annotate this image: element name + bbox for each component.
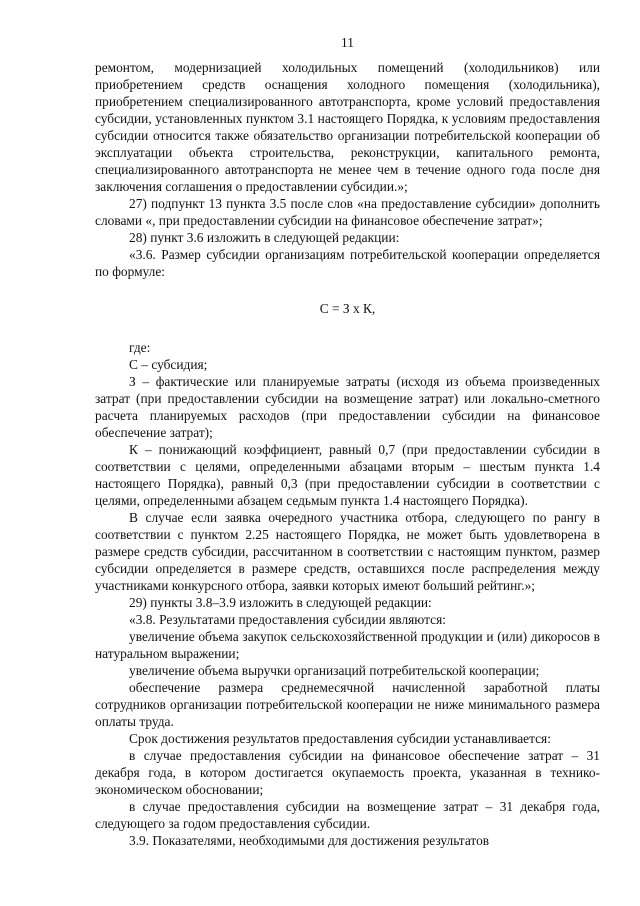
paragraph: Срок достижения результатов предоставления субсидии устанавливается: xyxy=(129,731,551,746)
paragraph: обеспечение размера среднемесячной начисленной заработной платы сотрудников организации потребительской кооперации не ниже минимального размера оплаты труда. xyxy=(95,680,600,729)
page-number: 11 xyxy=(341,35,354,50)
paragraph: в случае предоставления субсидии на финансовое обеспечение затрат – 31 декабря года, в котором достигается окупаемость проекта, указанная в технико-экономическом обосновании; xyxy=(95,748,600,797)
paragraph: в случае предоставления субсидии на возмещение затрат – 31 декабря года, следующего за годом предоставления субсидии. xyxy=(95,799,600,831)
formula: С = З х К, xyxy=(319,301,376,316)
paragraph: «3.6. Размер субсидии организациям потребительской кооперации определяется по формуле: xyxy=(95,247,600,279)
paragraph: ремонтом, модернизацией холодильных помещений (холодильников) или приобретением средств оснащения холодного помещения (холодильника), приобретением специализированного автотранспорта, кроме условий предоставления субсидии, установленных пунктом 3.1 настоящего Порядка, к условиям предоставления субсидии относится также обязательство организации потребительской кооперации об эксплуатации объекта строительства, реконструкции, капитального ремонта, специализированного автотранспорта не менее чем в течение одного года после дня заключения соглашения о предоставлении субсидии.»; xyxy=(95,60,600,194)
paragraph: 28) пункт 3.6 изложить в следующей редакции: xyxy=(129,230,400,245)
paragraph: З – фактические или планируемые затраты (исходя из объема произведенных затрат (при предоставлении субсидии на возмещение затрат) или локально-сметного расчета планируемых расходов (при предоставлении субсидии на финансовое обеспечение затрат); xyxy=(95,374,600,440)
paragraph: где: xyxy=(129,340,151,355)
paragraph: В случае если заявка очередного участника отбора, следующего по рангу в соответствии с пунктом 2.25 настоящего Порядка, не может быть удовлетворена в размере средств субсидии, рассчитанном в соответствии с настоящим пунктом, размер субсидии определяется в размере средств, оставшихся после распределения между участниками конкурсного отбора, заявки которых имеют больший рейтинг.»; xyxy=(95,510,600,593)
paragraph: К – понижающий коэффициент, равный 0,7 (при предоставлении субсидии в соответствии с целями, определенными абзацами вторым – шестым пункта 1.4 настоящего Порядка), равный 0,3 (при предоставлении субсидии в соответствии с целями, определенными абзацем седьмым пункта 1.4 настоящего Порядка). xyxy=(95,442,600,508)
paragraph: 3.9. Показателями, необходимыми для достижения результатов xyxy=(129,833,490,848)
paragraph: С – субсидия; xyxy=(129,357,208,372)
paragraph: 27) подпункт 13 пункта 3.5 после слов «на предоставление субсидии» дополнить словами «, при предоставлении субсидии на финансовое обеспечение затрат»; xyxy=(95,196,600,228)
paragraph: увеличение объема закупок сельскохозяйственной продукции и (или) дикоросов в натуральном выражении; xyxy=(95,629,600,661)
paragraph: увеличение объема выручки организаций потребительской кооперации; xyxy=(129,663,540,678)
paragraph: «3.8. Результатами предоставления субсидии являются: xyxy=(129,612,446,627)
paragraph: 29) пункты 3.8–3.9 изложить в следующей редакции: xyxy=(129,595,432,610)
